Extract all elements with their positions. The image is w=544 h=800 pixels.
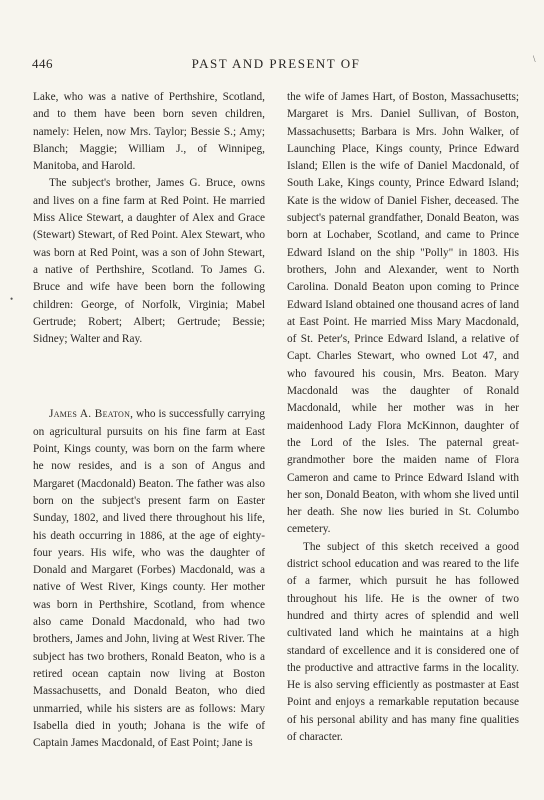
text-columns bbox=[33, 89, 523, 779]
right-column bbox=[287, 89, 519, 746]
paragraph bbox=[33, 406, 265, 752]
page-number: 446 bbox=[32, 56, 53, 71]
margin-mark: \ bbox=[533, 54, 536, 64]
page-header bbox=[32, 56, 520, 74]
paragraph: The subject of this sketch received a good district school education and was reared to the life of a farmer, which pursuit he has followed throughout his life. He is the owner of two hundred and thirty acres of splendid and well cultivated land which he maintains at a high standard of excellence and it is considered one of the productive and attractive farms in the locality. He is also serving efficiently as postmaster at East Point and enjoys a remarkable reputation because of his personal ability and has many fine qualities of character. bbox=[287, 540, 519, 743]
paragraph: The subject's brother, James G. Bruce, owns and lives on a fine farm at Red Point. He married Miss Alice Stewart, a daughter of Alex and Grace (Stewart) Stewart, of Red Point. Alex Stewart, who was born at Red Point, was a son of John Stewart, a native of Perthshire, Scotland. To James G. Bruce and wife have been born the following children: George, of Norfolk, Virginia; Mabel Gertrude; Robert; Albert; Gertrude; Bessie; Sidney; Walter and Ray. bbox=[33, 177, 265, 346]
paragraph-text: , who is successfully carrying on agricultural pursuits on his fine farm at East Point, Kings county, was born on the farm where he now resides, and is a son of Angus and Margaret (Macdonald) Beaton. The father was also born on the subject's present farm on Easter Sunday, 1802, and lived there throughout his life, his death occurring in 1886, at the age of eighty-four years. His wife, who was the daughter of Donald and Margaret (Forbes) Macdonald, was a native of West River, Kings county. Her mother was born in Perthshire, Scotland, from whence also came Donald Macdonald, who had two brothers, James and John, living at West River. The subject has two brothers, Ronald Beaton, who is a retired ocean captain now living at Boston Massachusetts, and Donald Beaton, who died unmarried, while his sisters are as follows: Mary Isabella died in youth; Johana is the wife of Captain James Macdonald, of East Point; Jane is bbox=[33, 408, 265, 750]
paragraph: the wife of James Hart, of Boston, Massachusetts; Margaret is Mrs. Daniel Sullivan, of Boston, Massachusetts; Barbara is Mrs. John Walker, of Launching Place, Kings county, Prince Edward Island; Ellen is the wife of Daniel Macdonald, of South Lake, Kings county, Prince Edward Island; Kate is the widow of Daniel Fisher, deceased. The subject's paternal grandfather, Donald Beaton, was born at Lochaber, Scotland, and came to Prince Edward Island on the ship "Polly" in 1803. His brothers, John and Alexander, went to North Carolina. Donald Beaton upon coming to Prince Edward Island obtained one thousand acres of land at East Point. He married Miss Mary Macdonald, of St. Peter's, Prince Edward Island, a relative of Capt. Charles Stewart, who owned Lot 47, and who favoured his cousin, Mrs. Beaton. Mary Macdonald was the daughter of Ronald Macdonald, while her mother was in her maidenhood Lady Flora McKinnon, daughter of the Lord of the Isles. The paternal great-grandmother bore the maiden name of Flora Cameron and came to Prince Edward Island with her son, Donald Beaton, with whom she lived until her death. She now lies buried in St. Columbo cemetery. bbox=[287, 91, 519, 536]
margin-mark: • bbox=[10, 294, 14, 304]
subject-name: James A. Beaton bbox=[49, 408, 131, 421]
left-column bbox=[33, 89, 265, 752]
section-break bbox=[33, 348, 265, 406]
paragraph: Lake, who was a native of Perthshire, Scotland, and to them have been born seven children, namely: Helen, now Mrs. Taylor; Bessie S.; Amy; Blanch; Maggie; William J., of Winnipeg, Manitoba, and Harold. bbox=[33, 91, 265, 173]
running-head: PAST AND PRESENT OF bbox=[191, 56, 361, 71]
